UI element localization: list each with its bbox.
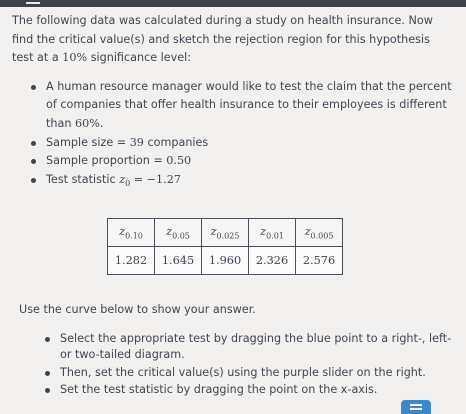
table-cell: 2.326: [249, 247, 296, 275]
table-header-cell: $z_{0.025}$: [202, 219, 249, 247]
menu-button[interactable]: [401, 400, 431, 414]
alpha-value: 10%: [62, 51, 88, 65]
table-cell: 1.282: [108, 247, 155, 275]
instructions-list: [12, 331, 452, 400]
minimize-icon[interactable]: [26, 2, 40, 4]
table-header-cell: $z_{0.01}$: [249, 219, 296, 247]
instruction-item: Set the test statistic by dragging the point on the x-axis.: [12, 382, 452, 398]
list-item: Sample size = 39 companies: [12, 134, 452, 153]
top-bar: [0, 0, 466, 7]
critical-value-table: [107, 218, 343, 275]
list-item: Test statistic $z_0 = -1.27$: [12, 171, 452, 194]
instruction-item: Then, set the critical value(s) using the purple slider on the right.: [12, 365, 452, 381]
instruction-item: Select the appropriate test by dragging the blue point to a right-, left- or two-tailed diagram.: [12, 331, 452, 363]
table-header-row: [108, 219, 343, 247]
table-cell: 2.576: [296, 247, 343, 275]
table-header-cell: $z_{0.10}$: [108, 219, 155, 247]
problem-content: [12, 12, 452, 194]
use-curve-text: Use the curve below to show your answer.: [19, 303, 256, 316]
table-cell: 1.960: [202, 247, 249, 275]
intro-text: The following data was calculated during a study on health insurance. Now find the critical value(s) and sketch the rejection region for this hypothesis test at a 10% significance level:: [12, 14, 433, 65]
table-header-cell: $z_{0.05}$: [155, 219, 202, 247]
given-list: [12, 78, 452, 194]
table-cell: 1.645: [155, 247, 202, 275]
menu-icon: [410, 404, 422, 406]
table-row: [108, 247, 343, 275]
list-item: Sample proportion = 0.50: [12, 152, 452, 171]
table-header-cell: $z_{0.005}$: [296, 219, 343, 247]
list-item: A human resource manager would like to test the claim that the percent of companies that offer health insurance to their employees is different than 60%.: [12, 78, 452, 134]
